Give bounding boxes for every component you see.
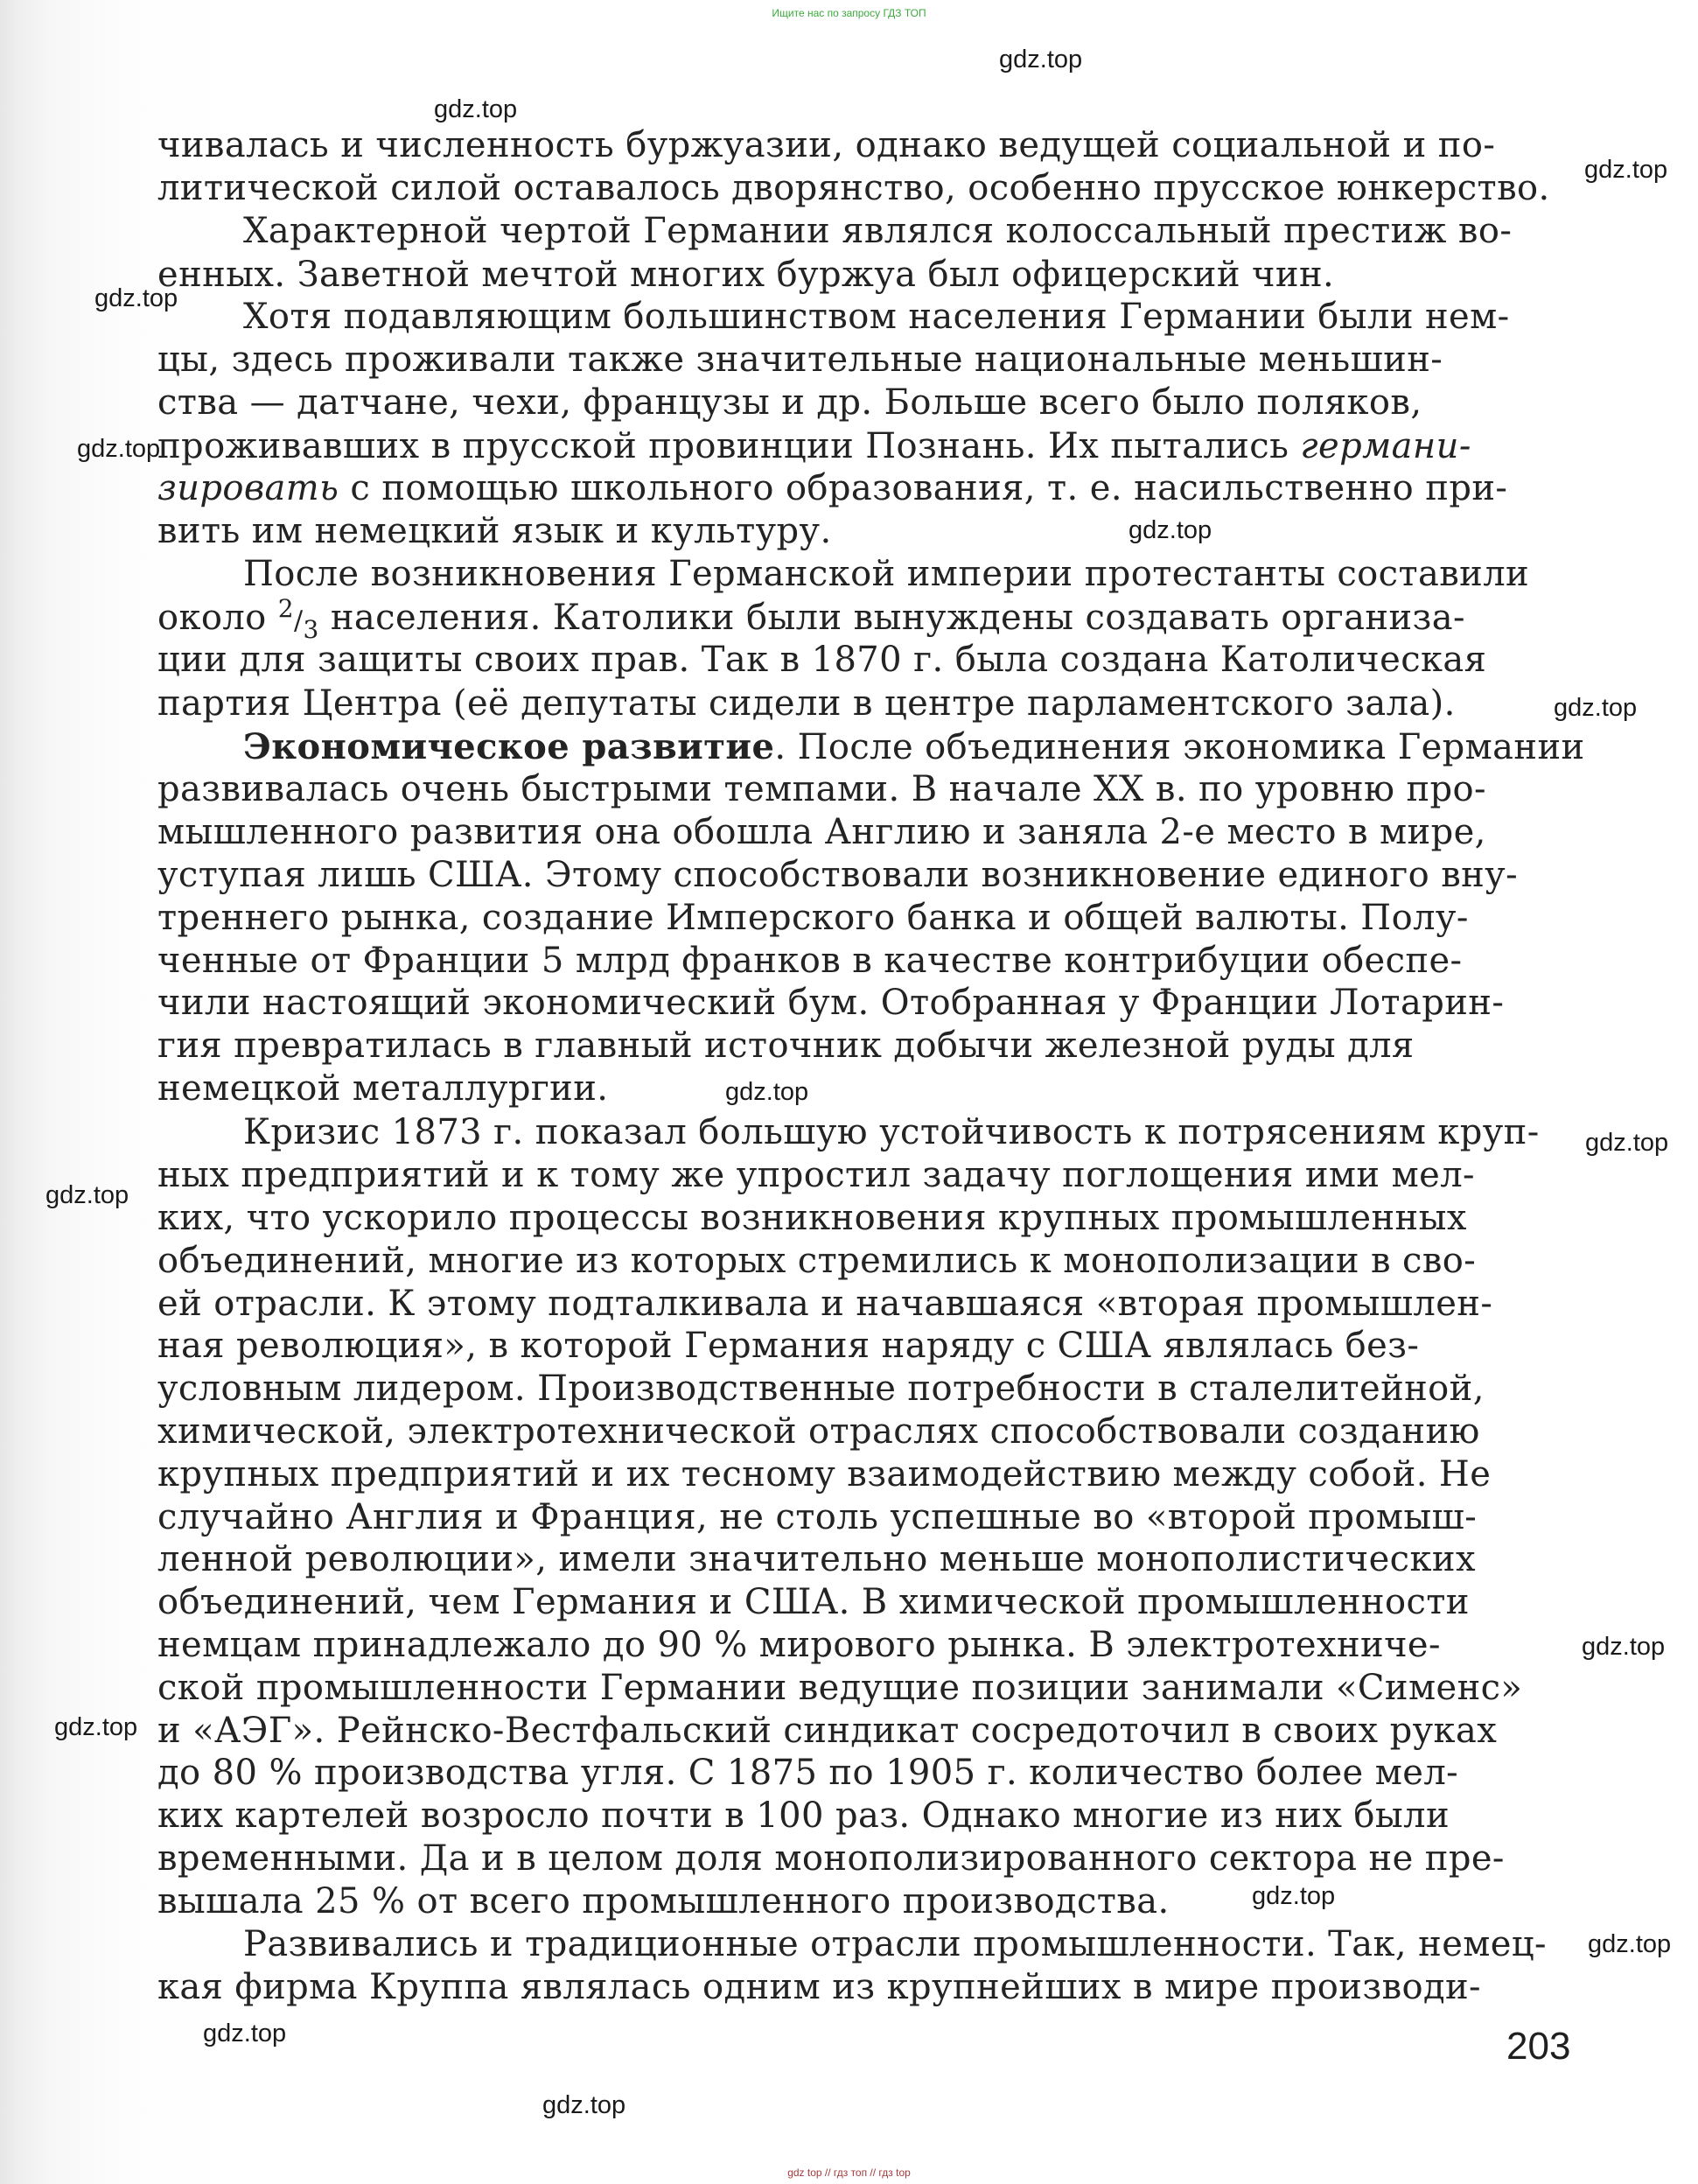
text-line [157, 1410, 1592, 1452]
text-line [157, 1538, 1592, 1580]
line-text: Кризис 1873 г. показал большую устойчивость к потрясениям круп- [243, 1112, 1540, 1152]
text-line [157, 982, 1592, 1024]
text-line [157, 339, 1592, 381]
text-line [157, 1838, 1592, 1880]
watermark: gdz.top [1129, 516, 1212, 544]
fraction-two-thirds: 2/3 [277, 594, 319, 644]
watermark: gdz.top [1588, 1930, 1672, 1958]
line-text: чили настоящий экономический бум. Отобранная у Франции Лотарин- [157, 983, 1505, 1023]
text-line [157, 1240, 1592, 1282]
watermark: gdz.top [54, 1713, 138, 1741]
watermark: gdz.top [45, 1181, 129, 1209]
watermark: gdz.top [94, 284, 178, 312]
line-text: После возникновения Германской империи протестанты составили [243, 554, 1530, 594]
text-line [157, 382, 1592, 424]
text-line [157, 1025, 1592, 1067]
text-line [157, 1795, 1592, 1837]
line-text: до 80 % производства угля. С 1875 по 1905 г. количество более мел- [157, 1753, 1459, 1793]
line-text: гия превратилась в главный источник добычи железной руды для [157, 1026, 1415, 1066]
line-text: объединений, многие из которых стремились к монополизации в сво- [157, 1241, 1477, 1281]
line-text: кая фирма Круппа являлась одним из крупнейших в мире производи- [157, 1967, 1481, 2007]
line-text: ких картелей возросло почти в 100 раз. Однако многие из них были [157, 1796, 1450, 1836]
line-text: ей отрасли. К этому подталкивала и начавшаяся «вторая промышлен- [157, 1284, 1493, 1324]
watermark: gdz.top [77, 435, 161, 463]
line-text: мышленного развития она обошла Англию и заняла 2-е место в мире, [157, 812, 1486, 852]
line-text: и «АЭГ». Рейнско-Вестфальский синдикат сосредоточил в своих руках [157, 1711, 1498, 1751]
line-text: с помощью школьного образования, т. е. насильственно при- [339, 468, 1508, 508]
line-text: енных. Заветной мечтой многих буржуа был офицерский чин. [157, 255, 1335, 295]
text-line [157, 1154, 1592, 1196]
text-line [157, 1624, 1592, 1666]
line-text: немецкой металлургии. [157, 1068, 609, 1109]
text-line [157, 940, 1592, 982]
text-line [157, 1283, 1592, 1325]
line-text: Хотя подавляющим большинством населения Германии были нем- [243, 297, 1510, 337]
italic-term: германи- [1300, 426, 1471, 466]
text-line [157, 254, 1592, 296]
text-line [157, 811, 1592, 853]
line-text: литической силой оставалось дворянство, особенно прусское юнкерство. [157, 168, 1550, 208]
line-text: партия Центра (её депутаты сидели в центре парламентского зала). [157, 683, 1456, 724]
watermark: gdz.top [999, 46, 1083, 74]
text-line [157, 682, 1592, 724]
text-line [157, 768, 1592, 810]
line-text: немцам принадлежало до 90 % мирового рынка. В электротехниче- [157, 1625, 1441, 1665]
watermark: gdz.top [1585, 1129, 1669, 1157]
line-text: объединений, чем Германия и США. В химической промышленности [157, 1582, 1470, 1622]
italic-term: зировать [157, 468, 339, 508]
line-text: Характерной чертой Германии являлся колоссальный престиж во- [243, 211, 1513, 251]
text-line [157, 467, 1592, 509]
line-text: треннего рынка, создание Имперского банка и общей валюты. Полу- [157, 898, 1469, 938]
line-text: крупных предприятий и их тесному взаимодействию между собой. Не [157, 1454, 1492, 1494]
watermark: gdz.top [1584, 156, 1668, 184]
fraction-denominator: 3 [303, 615, 319, 644]
line-text: уступая лишь США. Этому способствовали возникновение единого вну- [157, 855, 1519, 895]
text-line [157, 1667, 1592, 1709]
fraction-numerator: 2 [277, 594, 294, 623]
paragraph-first-line [243, 1111, 1590, 1153]
watermark: gdz.top [725, 1078, 809, 1106]
text-line [157, 425, 1592, 467]
line-text: проживавших в прусской провинции Познань. Их пытались [157, 426, 1289, 466]
text-line [157, 854, 1592, 896]
watermark: gdz.top [434, 95, 518, 123]
paragraph-first-line [243, 210, 1590, 252]
line-text: вышала 25 % от всего промышленного производства. [157, 1881, 1170, 1922]
line-text: временными. Да и в целом доля монополизированного сектора не пре- [157, 1838, 1505, 1879]
line-text: ства — датчане, чехи, французы и др. Больше всего было поляков, [157, 382, 1422, 423]
text-line [157, 594, 1592, 644]
text-line [157, 1880, 1592, 1922]
line-text: ской промышленности Германии ведущие позиции занимали «Сименс» [157, 1668, 1523, 1708]
watermark: gdz.top [542, 2091, 626, 2119]
paragraph-first-line [243, 553, 1590, 595]
line-text: Развивались и традиционные отрасли промышленности. Так, немец- [243, 1924, 1547, 1964]
paragraph-first-line [243, 726, 1590, 768]
line-text: случайно Англия и Франция, не столь успешные во «второй промыш- [157, 1497, 1478, 1537]
page-number: 203 [1506, 2025, 1571, 2068]
line-text: цы, здесь проживали также значительные национальные меньшин- [157, 340, 1443, 380]
watermark: gdz.top [1582, 1633, 1666, 1661]
text-line [157, 1710, 1592, 1752]
paragraph-first-line [243, 296, 1590, 338]
line-text: чивалась и численность буржуазии, однако ведущей социальной и по- [157, 125, 1496, 165]
line-text: ции для защиты своих прав. Так в 1870 г. была создана Католическая [157, 640, 1487, 680]
text-line [157, 510, 1592, 552]
line-text: ких, что ускорило процессы возникновения крупных промышленных [157, 1198, 1467, 1238]
line-text: около [157, 598, 267, 638]
text-line [157, 1453, 1592, 1495]
line-text: ченные от Франции 5 млрд франков в качестве контрибуции обеспе- [157, 941, 1463, 981]
line-text: химической, электротехнической отраслях способствовали созданию [157, 1411, 1480, 1452]
text-line [157, 1752, 1592, 1794]
text-line [157, 1966, 1592, 2008]
line-text: ная революция», в которой Германия наряду с США являлась без- [157, 1326, 1420, 1366]
section-heading: Экономическое развитие [243, 726, 775, 767]
line-text: вить им немецкий язык и культуру. [157, 511, 832, 551]
text-line [157, 639, 1592, 681]
line-text: населения. Католики были вынуждены создавать организа- [330, 598, 1465, 638]
text-line [157, 124, 1592, 166]
text-line [157, 897, 1592, 939]
text-line [157, 1068, 1592, 1110]
line-text: условным лидером. Производственные потребности в сталелитейной, [157, 1368, 1485, 1409]
text-line [157, 1325, 1592, 1367]
line-text: ных предприятий и к тому же упростил задачу поглощения ими мел- [157, 1155, 1475, 1195]
watermark: gdz.top [1252, 1882, 1336, 1910]
top-banner[interactable]: Ищите нас по запросу ГДЗ ТОП [772, 7, 926, 19]
watermark: gdz.top [203, 2020, 287, 2048]
text-line [157, 167, 1592, 209]
text-line [157, 1496, 1592, 1538]
line-text: ленной революции», имели значительно меньше монополистических [157, 1539, 1476, 1579]
watermark: gdz.top [1554, 694, 1638, 722]
text-line [157, 1368, 1592, 1410]
paragraph-first-line [243, 1923, 1590, 1965]
text-line [157, 1197, 1592, 1239]
text-line [157, 1581, 1592, 1623]
bottom-banner[interactable]: gdz top // гдз топ // гдз top [787, 2166, 911, 2179]
line-text: . После объединения экономика Германии [774, 727, 1585, 767]
line-text: развивалась очень быстрыми темпами. В начале XX в. по уровню про- [157, 769, 1486, 809]
